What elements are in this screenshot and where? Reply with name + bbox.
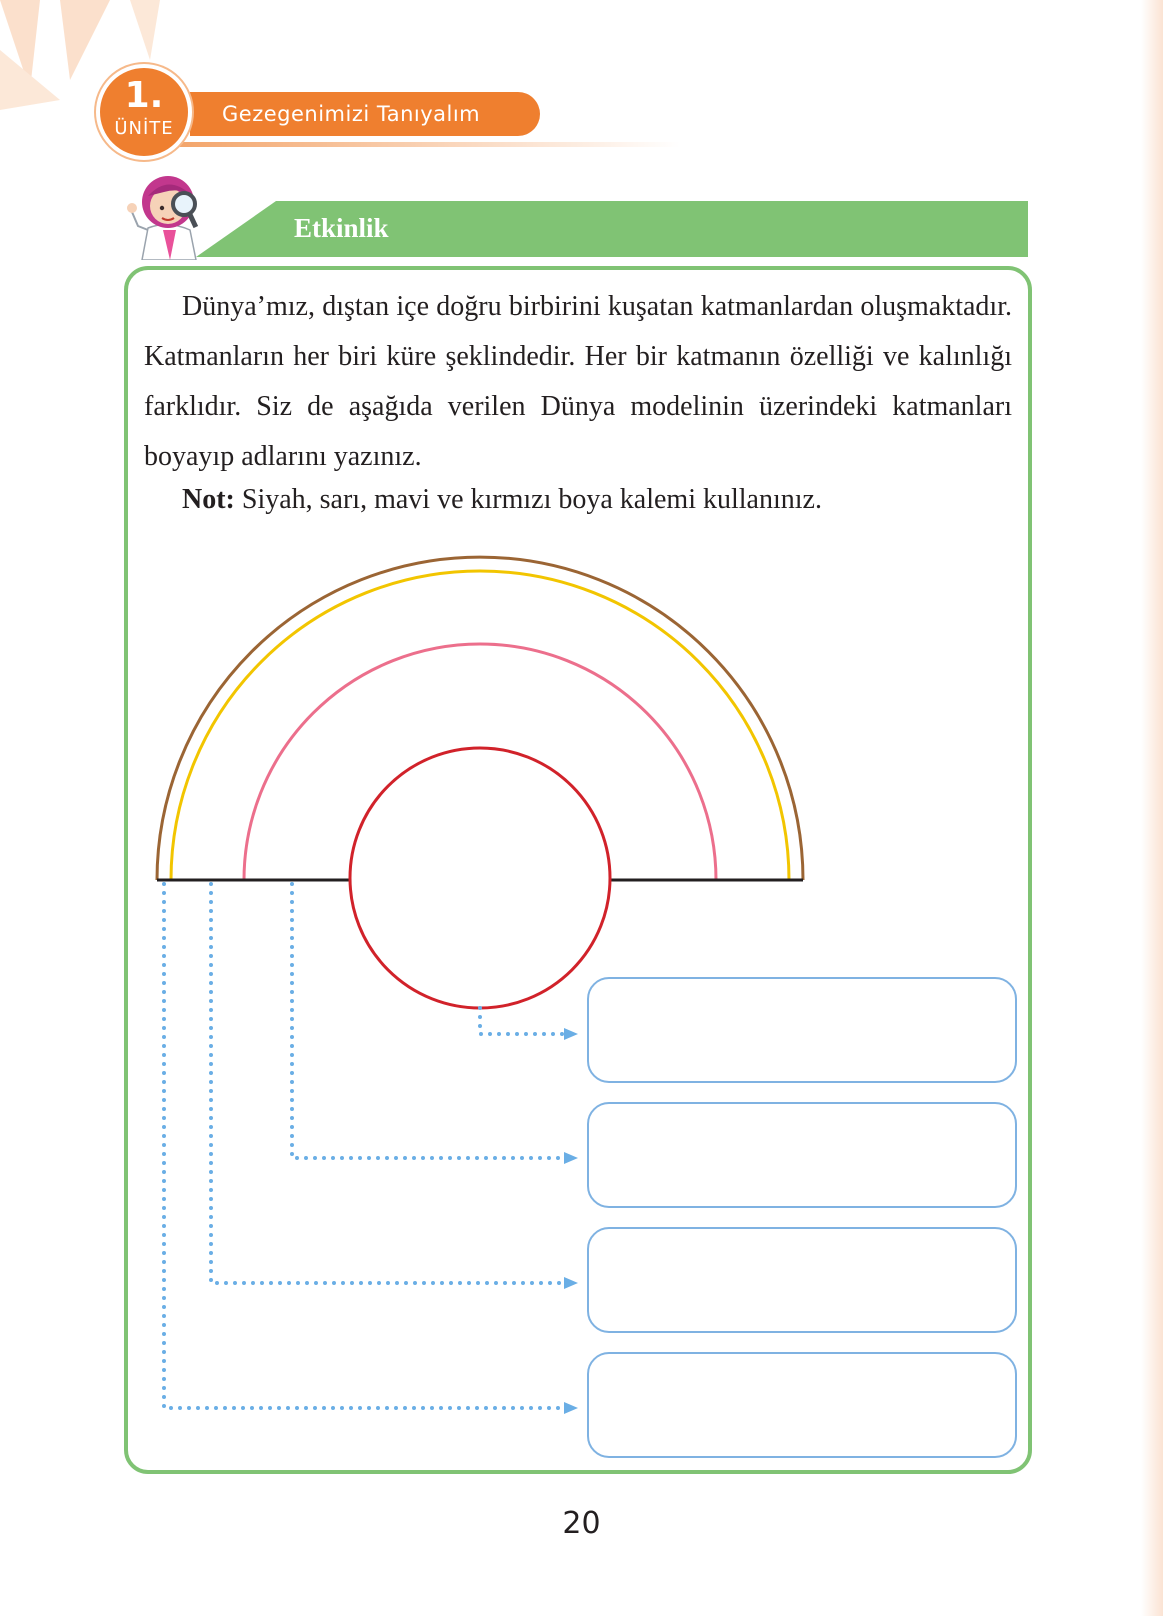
activity-title: Etkinlik: [294, 213, 389, 243]
answer-box-inner-core[interactable]: [587, 977, 1017, 1083]
unit-badge: [96, 64, 192, 160]
unit-number: 1.: [124, 75, 164, 116]
unit-title: Gezegenimizi Tanıyalım: [190, 92, 540, 136]
page-edge-stripe: [1141, 0, 1163, 1616]
unit-word: ÜNİTE: [114, 118, 174, 139]
note-text: Siyah, sarı, mavi ve kırmızı boya kalemi kullanınız.: [234, 484, 822, 515]
instruction-paragraph: Dünya’mız, dıştan içe doğru birbirini kuşatan katmanlardan oluşmaktadır. Katmanların her biri küre şeklindedir. Her bir katmanın özelliği ve kalınlığı farklıdır. Siz de aşağıda verilen Dünya modelinin üzerindeki katmanları boyayıp adlarını yazınız.: [144, 291, 1012, 472]
note-label: Not:: [182, 484, 235, 515]
answer-box-outer-core[interactable]: [587, 1102, 1017, 1208]
page-number: 20: [562, 1506, 601, 1541]
note-line: [182, 480, 822, 520]
unit-underline: [180, 142, 680, 147]
scientist-girl-icon: [118, 168, 218, 260]
answer-box-mantle[interactable]: [587, 1227, 1017, 1333]
answer-box-crust[interactable]: [587, 1352, 1017, 1458]
